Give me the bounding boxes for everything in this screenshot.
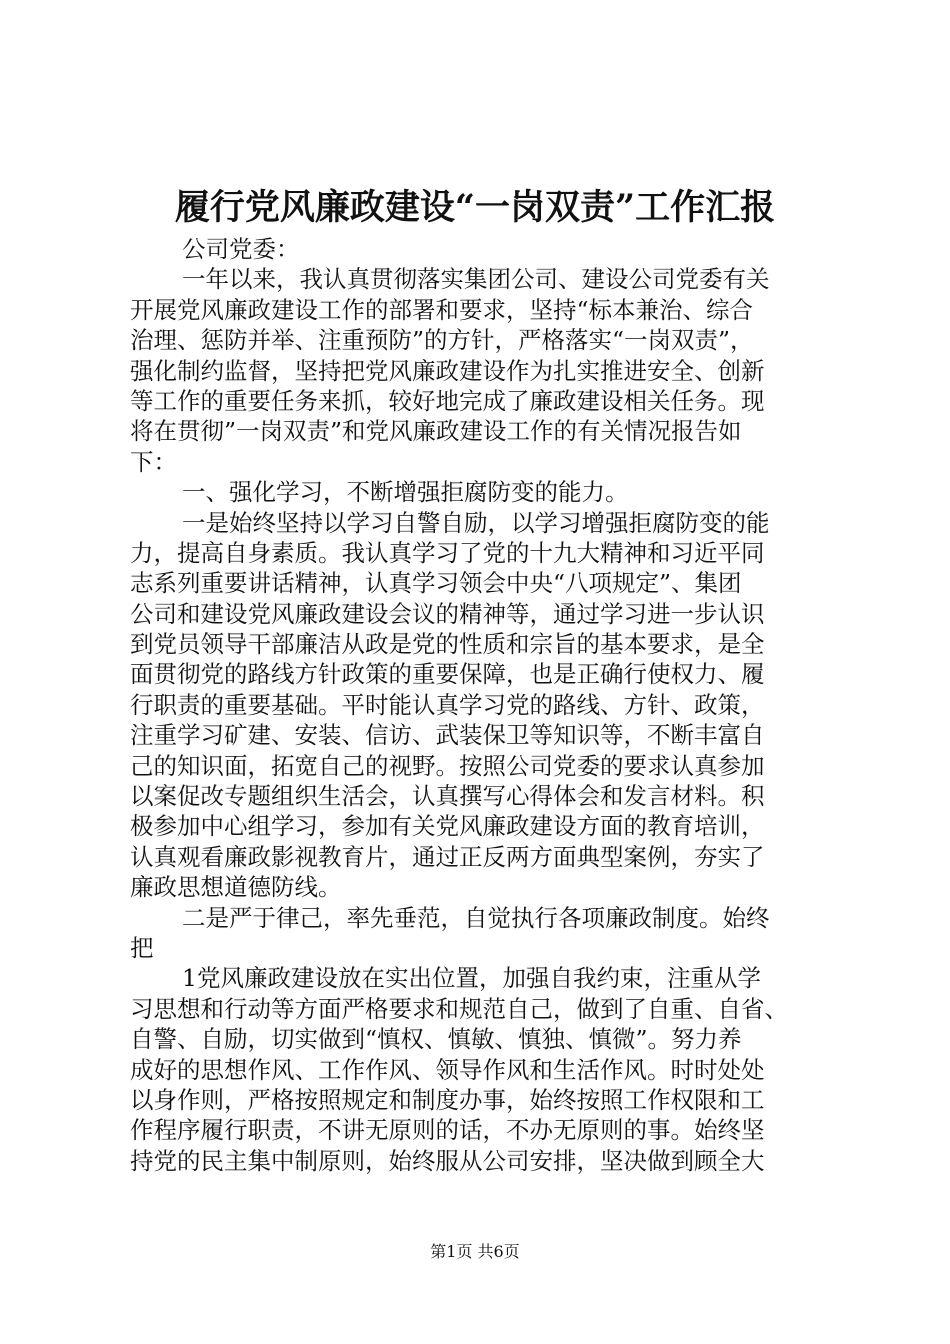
text-line: 以身作则，严格按照规定和制度办事，始终按照工作权限和工	[130, 1085, 765, 1114]
text-line: 习思想和行动等方面严格要求和规范自己，做到了自重、自省、	[130, 994, 788, 1023]
section-heading: 一、强化学习，不断增强拒腐防变的能力。	[182, 478, 629, 507]
text-line: 持党的民主集中制原则，始终服从公司安排，坚决做到顾全大	[130, 1146, 765, 1175]
text-line: 到党员领导干部廉洁从政是党的性质和宗旨的基本要求，是全	[130, 630, 765, 659]
document-body	[130, 234, 836, 1176]
text-line: 极参加中心组学习，参加有关党风廉政建设方面的教育培训，	[130, 812, 765, 841]
text-line: 力，提高自身素质。我认真学习了党的十九大精神和习近平同	[130, 538, 765, 567]
page-number-footer: 第1页 共6页	[430, 1242, 520, 1261]
document-title: 履行党风廉政建设“一岗双责”工作汇报	[174, 187, 776, 228]
text-line: 等工作的重要任务来抓，较好地完成了廉政建设相关任务。现	[130, 386, 765, 415]
text-line: 以案促改专题组织生活会，认真撰写心得体会和发言材料。积	[130, 782, 765, 811]
text-line: 公司和建设党风廉政建设会议的精神等，通过学习进一步认识	[130, 599, 765, 628]
text-line: 志系列重要讲话精神，认真学习领会中央“八项规定”、集团	[130, 569, 742, 598]
text-line: 一年以来，我认真贯彻落实集团公司、建设公司党委有关	[182, 265, 770, 294]
text-line: 二是严于律己，率先垂范，自觉执行各项廉政制度。始终	[182, 903, 770, 932]
text-line: 开展党风廉政建设工作的部署和要求，坚持“标本兼治、综合	[130, 295, 754, 324]
text-line: 面贯彻党的路线方针政策的重要保障，也是正确行使权力、履	[130, 660, 765, 689]
text-line: 廉政思想道德防线。	[130, 873, 342, 902]
text-line: 1党风廉政建设放在实出位置，加强自我约束，注重从学	[182, 964, 761, 993]
text-line: 注重学习矿建、安装、信访、武装保卫等知识等，不断丰富自	[130, 721, 765, 750]
text-line: 下：	[130, 447, 177, 476]
text-line: 作程序履行职责，不讲无原则的话，不办无原则的事。始终坚	[130, 1116, 765, 1145]
text-line: 强化制约监督，坚持把党风廉政建设作为扎实推进安全、创新	[130, 356, 765, 385]
text-line: 行职责的重要基础。平时能认真学习党的路线、方针、政策，	[130, 690, 765, 719]
text-line: 成好的思想作风、工作作风、领导作风和生活作风。时时处处	[130, 1055, 765, 1084]
text-line: 认真观看廉政影视教育片，通过正反两方面典型案例，夯实了	[130, 842, 765, 871]
text-line: 治理、惩防并举、注重预防”的方针，严格落实“一岗双责”，	[130, 326, 754, 355]
text-line: 把	[130, 933, 154, 962]
text-line: 己的知识面，拓宽自己的视野。按照公司党委的要求认真参加	[130, 751, 765, 780]
salutation-line: 公司党委：	[182, 235, 300, 263]
text-line: 一是始终坚持以学习自警自励，以学习增强拒腐防变的能	[182, 508, 770, 537]
text-line: 将在贯彻”一岗双责”和党风廉政建设工作的有关情况报告如	[130, 417, 742, 446]
text-line: 自警、自励，切实做到“慎权、慎敏、慎独、慎微”。努力养	[130, 1025, 742, 1054]
